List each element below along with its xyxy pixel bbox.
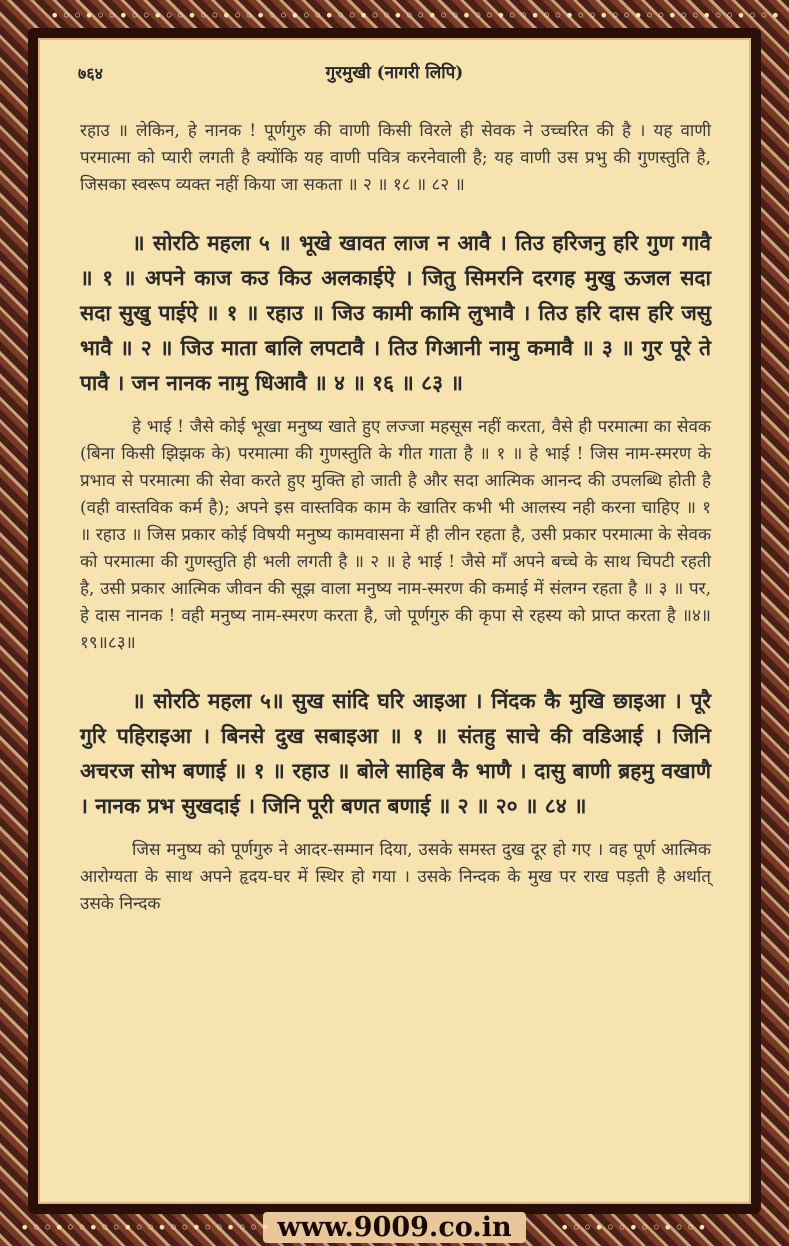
commentary-paragraph: जिस मनुष्य को पूर्णगुरु ने आदर-सम्मान दिया, उसके समस्त दुख दूर हो गए । वह पूर्ण आत्मिक आरोग्यता के साथ अपने हृदय-घर में स्थिर हो गया । उसके निन्दक के मुख पर राख पड़ती है अर्थात् उसके निन्दक [80, 840, 711, 914]
book-page [38, 38, 751, 1204]
verse-block: ॥ सोरठि महला ५ ॥ भूखे खावत लाज न आवै । तिउ हरिजनु हरि गुण गावै ॥ १ ॥ अपने काज कउ किउ अलकाईऐ । जितु सिमरनि दरगह मुखु ऊजल सदा सदा सुखु पाईऐ ॥ १ ॥ रहाउ ॥ जिउ कामी कामि लुभावै । तिउ हरि दास हरि जसु भावै ॥ २ ॥ जिउ माता बालि लपटावै । तिउ गिआनी नामु कमावै ॥ ३ ॥ गुर पूरे ते पावै । जन नानक नामु धिआवै ॥ ४ ॥ १६ ॥ ८३ ॥ [80, 230, 711, 395]
site-url: www.9009.co.in [263, 1212, 525, 1243]
book-title: गुरमुखी (नागरी लिपि) [325, 63, 464, 83]
verse-block: ॥ सोरठि महला ५॥ सुख सांदि घरि आइआ । निंदक कै मुखि छाइआ । पूरै गुरि पहिराइआ । बिनसे दुख सबाइआ ॥ १ ॥ संतहु साचे की वडिआई । जिनि अचरज सोभ बणाई ॥ १ ॥ रहाउ ॥ बोले साहिब कै भाणै । दासु बाणी ब्रहमु वखाणै । नानक प्रभ सुखदाई । जिनि पूरी बणत बणाई ॥ २ ॥ २० ॥ ८४ ॥ [80, 688, 711, 818]
page-number: ७६४ [78, 64, 103, 83]
page-header [40, 60, 749, 90]
ornament-top: •◦◦•◦◦•◦◦•◦◦•◦◦•◦◦•◦◦•◦◦•◦◦•◦◦•◦◦•◦◦•◦◦•◦◦•◦◦•◦◦•◦◦•◦◦•◦◦•◦◦•◦◦• [50, 6, 782, 25]
ornament-bottom-left: •◦◦•◦◦•◦◦•◦◦•◦◦•◦◦•◦◦• [20, 1218, 272, 1237]
ornament-bottom-right: •◦◦•◦◦•◦◦•◦◦• [560, 1218, 709, 1237]
page-content [80, 118, 711, 918]
commentary-paragraph: रहाउ ॥ लेकिन, हे नानक ! पूर्णगुरु की वाणी किसी विरले ही सेवक ने उच्चरित की है । यह वाणी परमात्मा को प्यारी लगती है क्योंकि यह वाणी पवित्र करनेवाली है; यह वाणी उस प्रभु की गुणस्तुति है, जिसका स्वरूप व्यक्त नहीं किया जा सकता ॥ २ ॥ १८ ॥ ८२ ॥ [80, 121, 711, 195]
commentary-paragraph: हे भाई ! जैसे कोई भूखा मनुष्य खाते हुए लज्जा महसूस नहीं करता, वैसे ही परमात्मा का सेवक (बिना किसी झिझक के) परमात्मा की गुणस्तुति के गीत गाता है ॥ १ ॥ हे भाई ! जिस नाम-स्मरण के प्रभाव से परमात्मा की सेवा करते हुए मुक्ति हो जाती है और सदा आत्मिक आनन्द की उपलब्धि होती है (वही वास्तविक कर्म है); अपने इस वास्तविक काम के खातिर कभी भी आलस्य नही करना चाहिए ॥ १ ॥ रहाउ ॥ जिस प्रकार कोई विषयी मनुष्य कामवासना में ही लीन रहता है, उसी प्रकार परमात्मा के सेवक को परमात्मा की गुणस्तुति ही भली लगती है ॥ २ ॥ हे भाई ! जैसे माँ अपने बच्चे के साथ चिपटी रहती है, उसी प्रकार आत्मिक जीवन की सूझ वाला मनुष्य नाम-स्मरण की कमाई में संलग्न रहता है ॥ ३ ॥ पर, हे दास नानक ! वही मनुष्य नाम-स्मरण करता है, जो पूर्णगुरु की कृपा से रहस्य को प्राप्त करता है ॥४॥१९॥८३॥ [80, 417, 711, 653]
